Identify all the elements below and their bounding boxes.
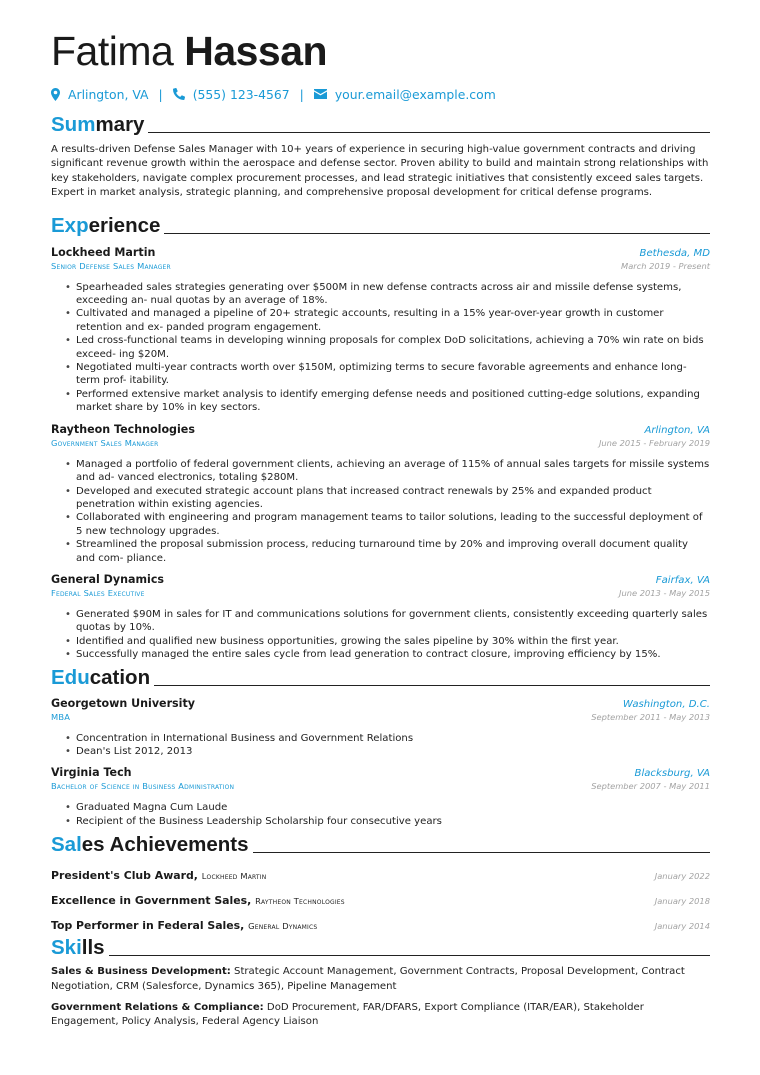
org-name: Lockheed Martin — [51, 245, 156, 259]
contact-email[interactable] — [314, 87, 496, 102]
summary-text: A results-driven Defense Sales Manager with 10+ years of experience in securing high-value government contracts and driving significant revenue growth within the aerospace and defense sector. Proven ability to build and maintain strong relationships with key stakeholders, navigate complex procurement processes, and lead strategic initiatives that consistently exceed sales targets. Expert in market analysis, strategic planning, and comprehensive proposal development for critical defense programs. — [51, 144, 709, 199]
achievements-heading — [51, 832, 710, 856]
heading-accent: Edu — [51, 665, 90, 689]
bullet-item: • Concentration in International Business and Government Relations — [65, 732, 710, 745]
skill-group — [51, 965, 710, 994]
bullet-list — [65, 458, 710, 565]
bullet-item: • Streamlined the proposal submission process, reducing turnaround time by 20% and improving overall document quality and com- pliance. — [65, 538, 710, 565]
phone-text[interactable]: (555) 123-4567 — [192, 86, 290, 102]
achievement-item: President's Club Award, Lockheed Martin January 2022 — [51, 869, 710, 883]
bullet-item: • Managed a portfolio of federal government clients, achieving an average of 115% of annual sales targets for missile systems and ad- vanced electronics, totaling $280M. — [65, 458, 710, 485]
contact-separator: | — [299, 86, 304, 102]
entry-date: September 2011 - May 2013 — [591, 711, 710, 722]
heading-rest: erience — [88, 213, 161, 237]
entry-date: June 2015 - February 2019 — [598, 437, 710, 448]
degree-title: Bachelor of Science in Business Administration — [51, 781, 235, 792]
org-name: Virginia Tech — [51, 766, 132, 780]
contact-line — [51, 85, 710, 103]
bullet-item: • Recipient of the Business Leadership Scholarship four consecutive years — [65, 815, 710, 828]
achievement-date: January 2014 — [654, 921, 710, 932]
achievement-org: Lockheed Martin — [201, 871, 267, 882]
heading-rest: mary — [95, 113, 145, 136]
experience-heading — [51, 213, 710, 237]
summary-heading — [51, 112, 710, 136]
entry-location: Blacksburg, VA — [634, 768, 710, 780]
email-link[interactable]: your.email@example.com — [334, 86, 496, 102]
degree-title: MBA — [51, 711, 71, 722]
education-entry — [51, 766, 710, 828]
skill-label: Sales & Business Development: — [51, 966, 231, 978]
achievement-title: Top Performer in Federal Sales — [51, 919, 241, 933]
bullet-list — [65, 608, 710, 662]
heading-rest: cation — [89, 665, 151, 689]
achievement-org: Raytheon Technologies — [255, 896, 345, 907]
contact-location — [51, 87, 149, 102]
bullet-item: • Cultivated and managed a pipeline of 20+ strategic accounts, resulting in a 15% year-over-year growth in customer retention and ex- panded program engagement. — [65, 307, 710, 334]
bullet-item: • Led cross-functional teams in developing winning proposals for complex DoD solicitations, achieving a 70% win rate on bids exceed- ing $20M. — [65, 334, 710, 361]
org-name: Raytheon Technologies — [51, 422, 195, 436]
heading-accent: Exp — [51, 213, 89, 237]
last-name: Hassan — [184, 28, 328, 74]
experience-entry — [51, 246, 710, 415]
contact-phone[interactable] — [173, 87, 290, 102]
role-title: Federal Sales Executive — [51, 587, 145, 598]
role-title: Government Sales Manager — [51, 437, 159, 448]
achievement-item: Excellence in Government Sales, Raytheon Technologies January 2018 — [51, 894, 710, 908]
bullet-item: • Successfully managed the entire sales cycle from lead generation to contract closure, improving efficiency by 15%. — [65, 648, 710, 661]
bullet-item: • Performed extensive market analysis to identify emerging defense needs and positioned cutting-edge solutions, expanding market share by 10% in key sectors. — [65, 388, 710, 415]
entry-location: Fairfax, VA — [655, 574, 710, 586]
achievement-date: January 2022 — [654, 871, 710, 882]
bullet-list — [65, 281, 710, 415]
section-title — [51, 667, 150, 689]
section-rule — [148, 132, 710, 133]
skills-heading — [51, 935, 710, 959]
achievement-date: January 2018 — [654, 896, 710, 907]
location-text: Arlington, VA — [68, 86, 149, 102]
contact-separator: | — [158, 86, 163, 102]
first-name: Fatima — [51, 28, 174, 74]
bullet-item: • Spearheaded sales strategies generating over $500M in new defense contracts across air and missile defense systems, exceeding an- nual quotas by an average of 18%. — [65, 281, 710, 308]
education-heading — [51, 665, 710, 689]
entry-location: Arlington, VA — [644, 424, 710, 436]
skill-text: DoD Procurement, FAR/DFARS, Export Compliance (ITAR/EAR), Stakeholder Engagement, Policy Analysis, Federal Agency Liaison — [51, 1002, 644, 1028]
role-title: Senior Defense Sales Manager — [51, 260, 171, 271]
entry-date: June 2013 - May 2015 — [619, 587, 710, 598]
entry-location: Bethesda, MD — [639, 247, 710, 259]
section-title — [51, 114, 144, 136]
skill-text: Strategic Account Management, Government Contracts, Proposal Development, Contract Negotiation, CRM (Salesforce, Dynamics 365), Pipeline Management — [51, 966, 685, 992]
bullet-item: • Graduated Magna Cum Laude — [65, 801, 710, 814]
entry-date: September 2007 - May 2011 — [591, 781, 710, 792]
bullet-item: • Generated $90M in sales for IT and communications solutions for government clients, consistently exceeding quarterly sales quotas by 10%. — [65, 608, 710, 635]
heading-accent: Sal — [51, 833, 82, 857]
skill-group — [51, 1001, 710, 1030]
bullet-item: • Collaborated with engineering and program management teams to tailor solutions, leading to the successful deployment of 5 new technology upgrades. — [65, 511, 710, 538]
heading-rest: es Achievements — [81, 833, 249, 857]
bullet-list — [65, 801, 710, 828]
section-rule — [109, 955, 710, 956]
section-rule — [164, 233, 710, 234]
entry-date: March 2019 - Present — [621, 260, 710, 271]
bullet-item: • Negotiated multi-year contracts worth over $150M, optimizing terms to secure favorable agreements and enhance long-term prof- itability. — [65, 361, 710, 388]
experience-entry — [51, 573, 710, 662]
bullet-item: • Developed and executed strategic account plans that increased contract renewals by 25% and expanded product penetration within existing agencies. — [65, 485, 710, 512]
bullet-list — [65, 732, 710, 759]
bullet-item: • Dean's List 2012, 2013 — [65, 745, 710, 758]
org-name: General Dynamics — [51, 572, 165, 586]
org-name: Georgetown University — [51, 696, 195, 710]
achievement-item: Top Performer in Federal Sales, General Dynamics January 2014 — [51, 919, 710, 933]
achievement-org: General Dynamics — [248, 921, 318, 932]
bullet-item: • Identified and qualified new business opportunities, growing the sales pipeline by 30% within the first year. — [65, 635, 710, 648]
section-title — [51, 215, 160, 237]
entry-location: Washington, D.C. — [622, 698, 710, 710]
heading-accent: Ski — [51, 936, 82, 960]
candidate-name — [51, 28, 710, 74]
map-marker-icon — [51, 88, 60, 101]
section-rule — [253, 852, 710, 853]
section-title — [51, 834, 249, 856]
envelope-icon — [314, 89, 327, 99]
phone-icon — [173, 88, 185, 100]
skill-label: Government Relations & Compliance: — [51, 1002, 264, 1013]
education-entry — [51, 697, 710, 759]
achievement-title: Excellence in Government Sales — [51, 894, 248, 908]
section-rule — [154, 685, 710, 686]
experience-entry — [51, 423, 710, 565]
section-title — [51, 937, 105, 959]
heading-accent: Sum — [51, 113, 96, 136]
heading-rest: lls — [81, 936, 105, 960]
achievement-title: President's Club Award — [51, 869, 194, 883]
